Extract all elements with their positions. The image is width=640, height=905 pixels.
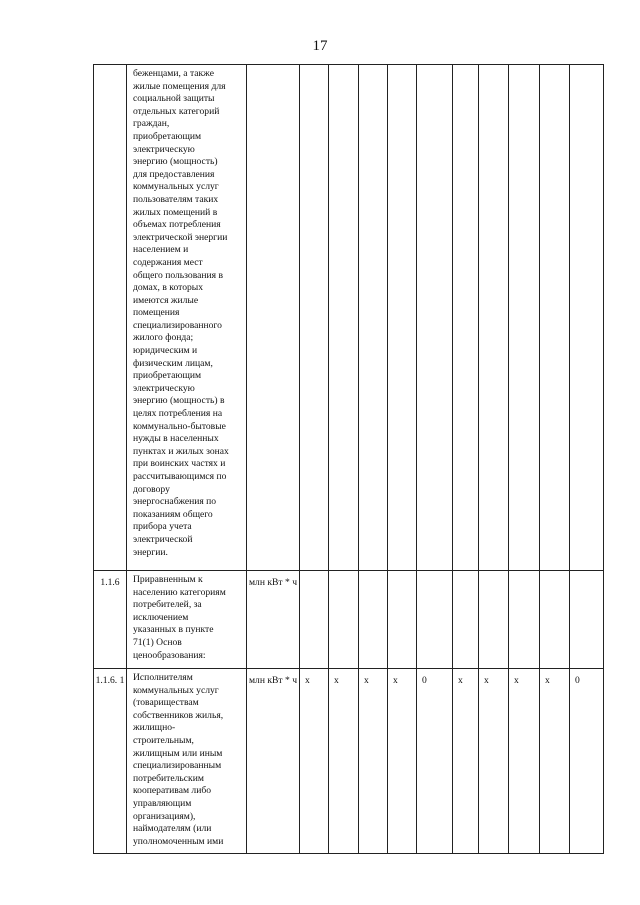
value-cell: х: [329, 669, 359, 854]
description-line: уполномоченным ими: [133, 835, 224, 847]
value-cell: [479, 65, 509, 571]
description-line: пунктах и жилых зонах: [133, 445, 229, 457]
value-cell: [509, 571, 540, 669]
description-line: населением и: [133, 244, 189, 256]
description-line: энергию (мощность) в: [133, 395, 225, 407]
description-line: специализированного: [133, 319, 222, 331]
value-cell: [300, 65, 329, 571]
description-line: наймодателям (или: [133, 823, 212, 835]
description-line: приобретающим: [133, 130, 202, 142]
value-cell: 0: [570, 669, 604, 854]
description-line: 71(1) Основ: [133, 636, 182, 648]
table-row: [94, 65, 604, 571]
description-line: социальной защиты: [133, 93, 215, 105]
value-cell: х: [300, 669, 329, 854]
value-cell: [329, 65, 359, 571]
value-cell: х: [453, 669, 479, 854]
value-cell: х: [388, 669, 417, 854]
description-line: объемах потребления: [133, 219, 221, 231]
description-line: энергоснабжения по: [133, 496, 217, 508]
row-unit: млн кВт * ч: [247, 571, 300, 669]
value-cell: [570, 65, 604, 571]
row-unit: [247, 65, 300, 571]
description-line: коммунальных услуг: [133, 684, 219, 696]
description-line: жилые помещения для: [133, 80, 226, 92]
value-cell: [479, 571, 509, 669]
description-line: показаниям общего: [133, 508, 213, 520]
description-line: жилых помещений в: [133, 206, 218, 218]
row-number: 1.1.6. 1: [94, 669, 127, 854]
description-line: общего пользования в: [133, 269, 223, 281]
description-line: целях потребления на: [133, 408, 223, 420]
description-line: договору: [133, 483, 170, 495]
description-line: управляющим: [133, 797, 192, 809]
value-cell: [570, 571, 604, 669]
row-description: [127, 65, 247, 571]
value-cell: [388, 571, 417, 669]
description-line: юридическим и: [133, 345, 198, 357]
table-row: [94, 669, 604, 854]
value-cell: [453, 571, 479, 669]
value-cell: [453, 65, 479, 571]
description-line: организациям),: [133, 810, 196, 822]
value-cell: [417, 571, 453, 669]
description-line: приобретающим: [133, 370, 202, 382]
description-line: электрическую: [133, 382, 195, 394]
description-line: электрической: [133, 533, 193, 545]
tariff-table: [93, 64, 604, 854]
description-line: (товариществам: [133, 697, 199, 709]
value-cell: [509, 65, 540, 571]
description-line: пользователям таких: [133, 193, 219, 205]
description-line: для предоставления: [133, 168, 215, 180]
value-cell: [359, 65, 388, 571]
description-line: специализированным: [133, 760, 222, 772]
description-line: жилищно-: [133, 722, 176, 734]
description-line: кооперативам либо: [133, 785, 212, 797]
value-cell: 0: [417, 669, 453, 854]
description-line: потребителей, за: [133, 599, 202, 611]
value-cell: х: [359, 669, 388, 854]
description-line: рассчитывающимся по: [133, 471, 227, 482]
value-cell: [329, 571, 359, 669]
description-line: собственников жилья,: [133, 709, 224, 721]
description-line: физическим лицам,: [133, 357, 213, 369]
description-line: отдельных категорий: [133, 105, 220, 117]
description-line: жилого фонда;: [133, 332, 194, 344]
description-line: строительным,: [133, 734, 194, 746]
value-cell: [359, 571, 388, 669]
description-line: энергии.: [133, 546, 168, 558]
description-line: при воинских частях и: [133, 458, 226, 470]
description-line: Исполнителям: [133, 672, 193, 683]
description-line: электрическую: [133, 143, 195, 155]
value-cell: [300, 571, 329, 669]
page-number: 17: [312, 38, 328, 54]
description-line: энергию (мощность): [133, 156, 218, 168]
value-cell: х: [509, 669, 540, 854]
value-cell: [388, 65, 417, 571]
row-description: [127, 571, 247, 669]
value-cell: [540, 65, 570, 571]
description-line: нужды в населенных: [133, 433, 219, 445]
description-line: помещения: [133, 307, 180, 319]
description-line: указанных в пункте: [133, 624, 214, 636]
description-line: беженцами, а также: [133, 68, 214, 79]
description-line: коммунально-бытовые: [133, 420, 226, 432]
value-cell: х: [479, 669, 509, 854]
description-line: имеются жилые: [133, 294, 199, 306]
description-line: коммунальных услуг: [133, 181, 219, 193]
row-number: [94, 65, 127, 571]
description-line: домах, в которых: [133, 282, 204, 294]
value-cell: х: [540, 669, 570, 854]
value-cell: [417, 65, 453, 571]
description-line: населению категориям: [133, 586, 226, 598]
description-line: прибора учета: [133, 521, 192, 533]
row-number: 1.1.6: [94, 571, 127, 669]
table-row: [94, 571, 604, 669]
row-description: [127, 669, 247, 854]
value-cell: [540, 571, 570, 669]
description-line: Приравненным к: [133, 574, 203, 585]
row-unit: млн кВт * ч: [247, 669, 300, 854]
description-line: электрической энергии: [133, 231, 228, 243]
description-line: содержания мест: [133, 256, 203, 268]
description-line: ценообразования:: [133, 649, 206, 661]
description-line: жилищным или иным: [133, 747, 223, 759]
description-line: потребительским: [133, 772, 204, 784]
description-line: граждан,: [133, 118, 170, 130]
description-line: исключением: [133, 611, 189, 623]
